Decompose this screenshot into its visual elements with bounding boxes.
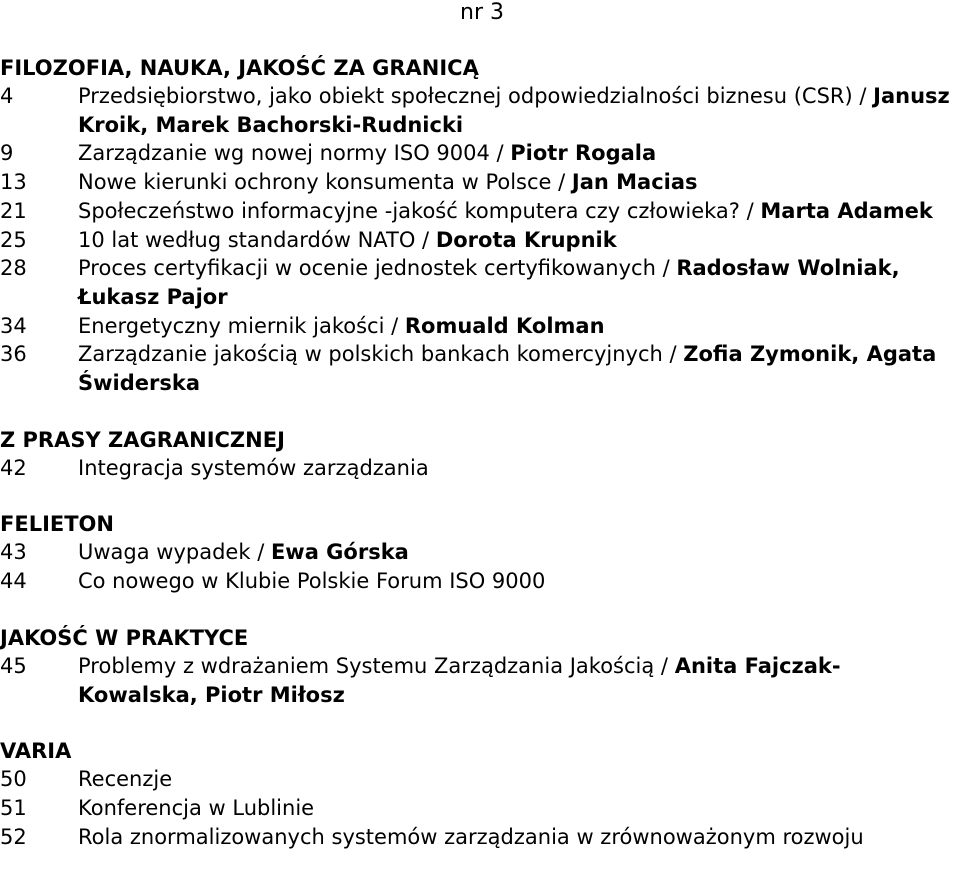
entry-text bbox=[78, 197, 960, 226]
article-author: Janusz Kroik, Marek Bachorski-Rudnicki bbox=[78, 84, 950, 137]
article-author: Ewa Górska bbox=[270, 540, 409, 565]
toc-section bbox=[0, 55, 960, 398]
page-number: 28 bbox=[0, 256, 27, 281]
article-title: Przedsiębiorstwo, jako obiekt społecznej odpowiedzialności biznesu (CSR) bbox=[78, 84, 853, 108]
issue-number: nr 3 bbox=[460, 0, 504, 25]
article-title: Konferencja w Lublinie bbox=[78, 795, 315, 820]
entry-text bbox=[78, 652, 960, 709]
author-separator: / bbox=[384, 313, 405, 338]
page-number: 25 bbox=[0, 227, 27, 252]
section-title: Z PRASY ZAGRANICZNEJ bbox=[0, 427, 285, 452]
article-title: Uwaga wypadek bbox=[78, 540, 251, 565]
article-author: Marta Adamek bbox=[760, 198, 933, 223]
toc-entry bbox=[0, 254, 960, 311]
page-number: 51 bbox=[0, 795, 27, 820]
toc-entry bbox=[0, 823, 960, 852]
toc-entry bbox=[0, 538, 960, 567]
article-author: Romuald Kolman bbox=[404, 313, 605, 338]
article-author: Jan Macias bbox=[571, 170, 698, 195]
article-title: Co nowego w Klubie Polskie Forum ISO 9000 bbox=[78, 569, 546, 594]
author-separator: / bbox=[654, 653, 675, 678]
toc-section bbox=[0, 511, 960, 595]
article-title: Rola znormalizowanych systemów zarządzania w zrównoważonym rozwoju bbox=[78, 824, 864, 849]
page-number: 45 bbox=[0, 653, 27, 678]
article-author: Dorota Krupnik bbox=[435, 227, 617, 252]
entry-text bbox=[78, 794, 960, 823]
page-number: 34 bbox=[0, 313, 27, 338]
page-number: 43 bbox=[0, 540, 27, 565]
section-title: FILOZOFIA, NAUKA, JAKOŚĆ ZA GRANICĄ bbox=[0, 56, 479, 80]
author-separator: / bbox=[852, 84, 874, 108]
toc-section bbox=[0, 625, 960, 709]
entry-text bbox=[78, 538, 960, 567]
entry-text bbox=[78, 82, 960, 139]
article-title: Problemy z wdrażaniem Systemu Zarządzania Jakością bbox=[78, 653, 655, 678]
article-title: Zarządzanie jakością w polskich bankach komercyjnych bbox=[78, 342, 663, 367]
article-title: Energetyczny miernik jakości bbox=[78, 313, 385, 338]
entry-text bbox=[78, 168, 960, 197]
toc-entry bbox=[0, 197, 960, 226]
entry-text bbox=[78, 226, 960, 255]
article-title: Integracja systemów zarządzania bbox=[78, 455, 429, 480]
article-title: Recenzje bbox=[78, 767, 173, 792]
author-separator: / bbox=[551, 170, 572, 195]
page-number: 36 bbox=[0, 342, 27, 367]
author-separator: / bbox=[489, 141, 511, 166]
article-author: Zofia Zymonik, Agata Świderska bbox=[78, 342, 937, 396]
page-number: 21 bbox=[0, 198, 27, 223]
article-title: 10 lat według standardów NATO bbox=[78, 227, 416, 252]
entry-text bbox=[78, 567, 960, 596]
toc-entry bbox=[0, 168, 960, 197]
toc-entry bbox=[0, 82, 960, 139]
toc-entry bbox=[0, 794, 960, 823]
page-number: 42 bbox=[0, 455, 27, 480]
entry-text bbox=[78, 823, 960, 852]
toc-entry bbox=[0, 765, 960, 794]
toc-entry bbox=[0, 652, 960, 709]
author-separator: / bbox=[415, 227, 436, 252]
entry-text bbox=[78, 765, 960, 794]
author-separator: / bbox=[250, 540, 271, 565]
section-title: JAKOŚĆ W PRAKTYCE bbox=[0, 625, 249, 650]
toc-entry bbox=[0, 567, 960, 596]
article-title: Społeczeństwo informacyjne -jakość komputera czy człowieka? bbox=[78, 198, 740, 223]
entry-text bbox=[78, 340, 960, 397]
toc-entry bbox=[0, 340, 960, 397]
toc-entry bbox=[0, 312, 960, 341]
page-number: 9 bbox=[0, 141, 14, 166]
entry-text bbox=[78, 139, 960, 168]
section-title: VARIA bbox=[0, 739, 72, 764]
toc-entry bbox=[0, 226, 960, 255]
entry-text bbox=[78, 454, 960, 483]
article-author: Radosław Wolniak, Łukasz Pajor bbox=[78, 256, 900, 309]
article-title: Nowe kierunki ochrony konsumenta w Polsce bbox=[78, 170, 552, 195]
entry-text bbox=[78, 254, 960, 311]
author-separator: / bbox=[739, 198, 761, 223]
toc-entry bbox=[0, 454, 960, 483]
article-author: Piotr Rogala bbox=[510, 141, 657, 166]
section-title: FELIETON bbox=[0, 512, 114, 537]
toc-section bbox=[0, 738, 960, 851]
author-separator: / bbox=[662, 342, 684, 367]
page-number: 50 bbox=[0, 767, 27, 792]
page-number: 13 bbox=[0, 170, 27, 195]
article-title: Zarządzanie wg nowej normy ISO 9004 bbox=[78, 141, 490, 166]
author-separator: / bbox=[655, 256, 677, 281]
article-author: Anita Fajczak-Kowalska, Piotr Miłosz bbox=[78, 653, 841, 707]
page-number: 44 bbox=[0, 569, 27, 594]
page-number: 4 bbox=[0, 84, 14, 108]
article-title: Proces certyfikacji w ocenie jednostek certyfikowanych bbox=[78, 256, 656, 281]
page-number: 52 bbox=[0, 824, 27, 849]
entry-text bbox=[78, 312, 960, 341]
toc-entry bbox=[0, 139, 960, 168]
table-of-contents bbox=[0, 55, 960, 851]
toc-section bbox=[0, 427, 960, 483]
